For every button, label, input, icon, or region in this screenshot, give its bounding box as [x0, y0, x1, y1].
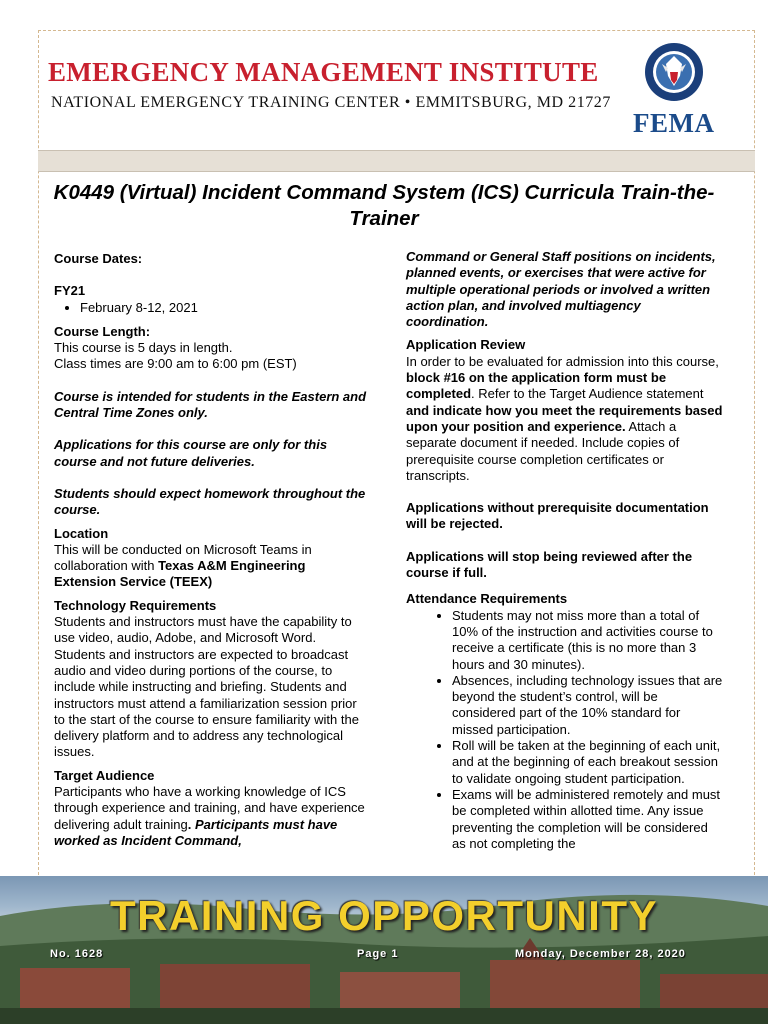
tech-text: Students and instructors must have the capability to use video, audio, Adobe, and Microsoft Word. Students and instructors are expected to broadcast audio and video during portions of the course, to include while instructing and briefing. Students and instructors must attend a familiarization session prior to the start of the course to ensure familiarity with the delivery platform and to address any technological issues.: [54, 614, 359, 760]
applications-note: Applications for this course are only for this course and not future deliveries.: [54, 437, 328, 469]
class-times: Class times are 9:00 am to 6:00 pm (EST): [54, 356, 297, 372]
timezone-note: Course is intended for students in the Eastern and Central Time Zones only.: [54, 388, 367, 421]
homework-note: Students should expect homework throughout the course.: [54, 485, 366, 518]
audience-text: [54, 784, 369, 849]
course-title: K0449 (Virtual) Incident Command System (ICS) Curricula Train-the-Trainer: [53, 181, 715, 230]
list-item: • Students may not miss more than a total of 10% of the instruction and activities course to receive a certificate (this is no more than 3 hours and 30 minutes).: [452, 608, 724, 673]
stop-note: Applications will stop being reviewed after the course if full.: [406, 548, 693, 581]
banner-title: TRAINING OPPORTUNITY: [109, 892, 658, 939]
institute-title: EMERGENCY MANAGEMENT INSTITUTE: [48, 57, 599, 87]
audience-continued: Command or General Staff positions on incidents, planned events, or exercises that were active for multiple operational periods or involved a written action plan, and involved multiagency coordination.: [406, 249, 716, 330]
fiscal-year: FY21: [54, 283, 86, 299]
length-heading: Course Length:: [54, 323, 151, 339]
list-item: • Roll will be taken at the beginning of each unit, and at the beginning of each breakout session to validate ongoing student participation.: [452, 738, 724, 787]
location-text: [54, 542, 369, 591]
fema-logo: FEMA: [633, 108, 715, 138]
location-heading: Location: [54, 525, 109, 541]
list-item: • Exams will be administered remotely and must be completed within allotted time. Any issue preventing the completion will be considered as not completing the: [452, 787, 724, 852]
issue-date: Monday, December 28, 2020: [515, 948, 686, 960]
right-column: [406, 249, 724, 852]
review-text: [406, 354, 724, 484]
audience-period: .: [187, 816, 192, 832]
attendance-heading: Attendance Requirements: [406, 591, 568, 607]
dates-list: [54, 300, 369, 316]
review-text-3: Attach a separate document if needed. Include copies of prerequisite course completion certificates or transcripts.: [406, 418, 680, 483]
tech-heading: Technology Requirements: [54, 597, 217, 613]
review-bold-1: block #16 on the application form must be completed: [406, 370, 667, 402]
page-number: Page 1: [357, 948, 399, 960]
audience-description: Participants who have a working knowledge of ICS through experience and training, and have experience delivering adult training: [54, 784, 365, 832]
list-item: • Absences, including technology issues that are beyond the student’s control, will be considered part of the 10% standard for missed participation.: [452, 673, 724, 738]
review-text-2: . Refer to the Target Audience statement: [471, 386, 704, 402]
dhs-seal-icon: [644, 42, 704, 102]
training-banner: [0, 876, 768, 1024]
length-text: This course is 5 days in length.: [54, 340, 233, 356]
location-partner: Texas A&M Engineering Extension Service (TEEX): [54, 558, 306, 590]
left-column: [54, 251, 369, 849]
list-item: • February 8-12, 2021: [80, 300, 369, 316]
issue-number: No. 1628: [50, 948, 104, 960]
attendance-list: [406, 608, 724, 852]
dates-heading: Course Dates:: [54, 251, 143, 266]
rejected-note: Applications without prerequisite documentation will be rejected.: [406, 500, 709, 532]
audience-heading: Target Audience: [54, 767, 155, 783]
institute-subtitle: NATIONAL EMERGENCY TRAINING CENTER • EMMITSBURG, MD 21727: [51, 94, 611, 111]
review-heading: Application Review: [406, 337, 526, 353]
review-bold-2: and indicate how you meet the requirements based upon your position and experience.: [406, 402, 723, 434]
audience-emphasis: Participants must have worked as Incident Command,: [54, 816, 338, 848]
review-text-1: In order to be evaluated for admission into this course,: [406, 353, 719, 369]
location-description: This will be conducted on Microsoft Teams in collaboration with: [54, 541, 312, 574]
header-divider-bar: [38, 150, 755, 172]
